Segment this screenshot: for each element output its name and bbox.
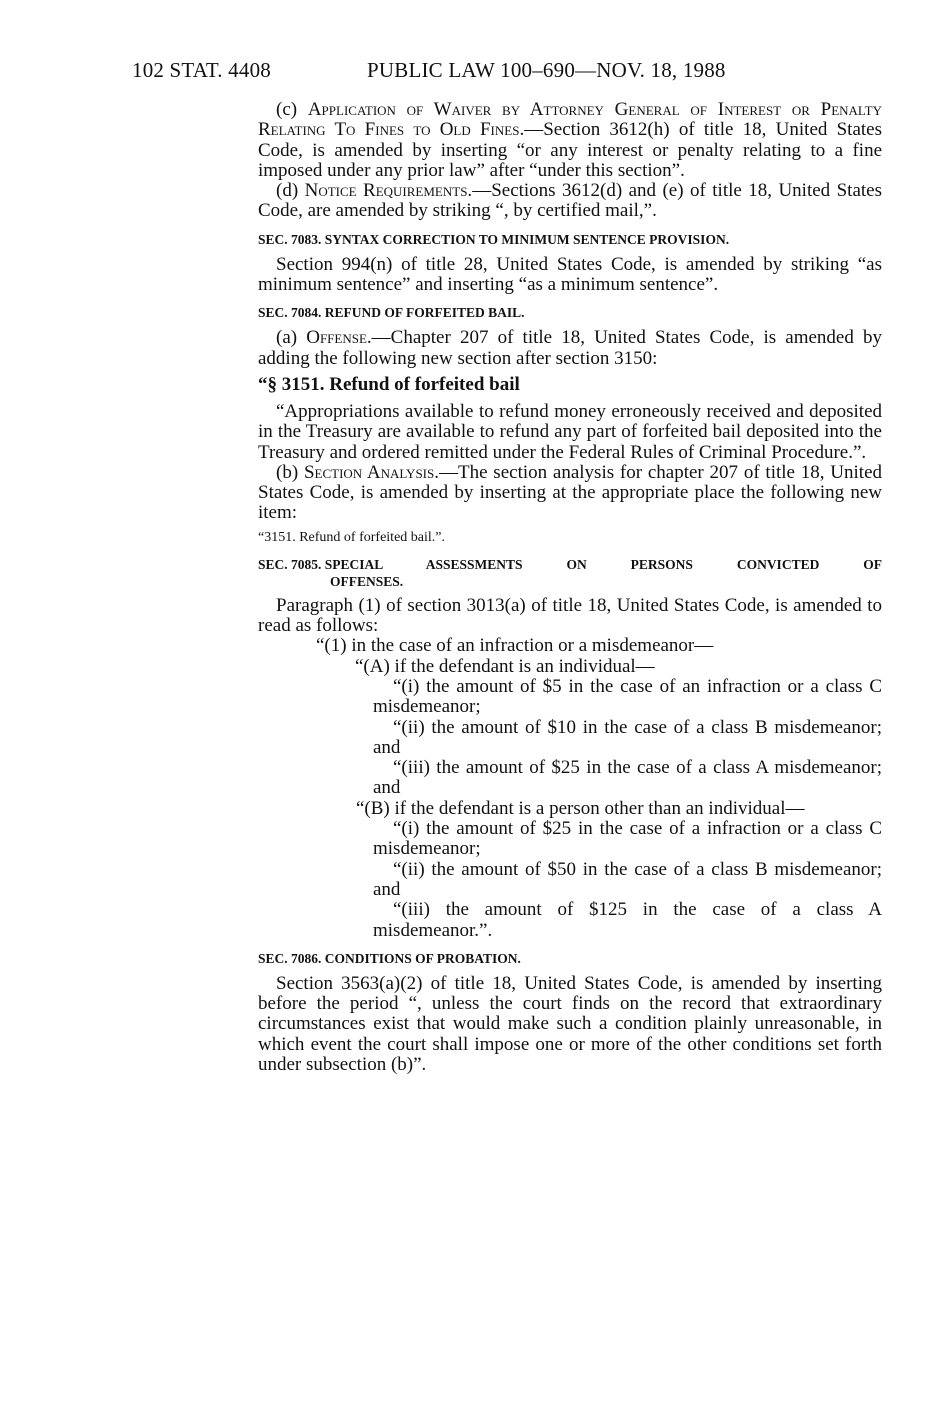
subsection-d — [258, 181, 882, 222]
clause-B-iii: “(iii) the amount of $125 in the case of a class A misdemeanor.”. — [373, 899, 882, 941]
subsection-b-label: (b) — [276, 461, 304, 483]
subsection-b-heading: Section Analysis. — [303, 461, 439, 483]
analysis-item: “3151. Refund of forfeited bail.”. — [258, 529, 445, 545]
section-7083-heading: SEC. 7083. SYNTAX CORRECTION TO MINIMUM SENTENCE PROVISION. — [258, 231, 730, 247]
section-7086-text: Section 3563(a)(2) of title 18, United States Code, is amended by inserting before the period “, unless the court finds on the record that extraordinary circumstances exist that would make such a condition plainly unreasonable, in which event the court shall impose one or more of the other conditions set forth under subsection (b)”. — [258, 972, 882, 1075]
subsection-c-label: (c) — [276, 99, 308, 120]
section-7085-title: SPECIAL ASSESSMENTS ON PERSONS CONVICTED OF — [324, 556, 882, 572]
subparagraph-B: “(B) if the defendant is a person other than an individual— — [356, 797, 805, 819]
section-7086-heading: SEC. 7086. CONDITIONS OF PROBATION. — [258, 950, 521, 966]
subsection-d-heading: Notice Requirements. — [304, 180, 473, 202]
document-body — [258, 100, 882, 1075]
subsection-c-text: —Section 3612(h) of title 18, United States Code, is amended by inserting “or any interest or penalty relating to a fine imposed under any prior law” after “under this section”. — [258, 119, 882, 181]
subsection-d-text: —Sections 3612(d) and (e) of title 18, United States Code, are amended by striking “, by certified mail,”. — [258, 180, 882, 222]
subsection-a-heading: Offense. — [306, 327, 372, 349]
section-7083-text: Section 994(n) of title 28, United States Code, is amended by striking “as minimum sentence” and inserting “as a minimum sentence”. — [258, 253, 882, 296]
clause-A-i: “(i) the amount of $5 in the case of an infraction or a class C misdemeanor; — [373, 675, 882, 718]
section-7085-title-continued: OFFENSES. — [330, 573, 404, 589]
new-section-3151-text: “Appropriations available to refund money erroneously received and deposited in the Treasury are available to refund any part of forfeited bail deposited into the Treasury and ordered remitted under the Federal Rules of Criminal Procedure.”. — [258, 400, 882, 463]
clause-B-ii: “(ii) the amount of $50 in the case of a class B misdemeanor; and — [373, 858, 882, 900]
subsection-d-label: (d) — [276, 180, 305, 202]
section-7085-intro: Paragraph (1) of section 3013(a) of title 18, United States Code, is amended to read as follows: — [258, 594, 882, 637]
section-7084-subsection-b — [258, 463, 882, 524]
page-stat-citation: 102 STAT. 4408 — [132, 58, 271, 82]
paragraph-1: “(1) in the case of an infraction or a misdemeanor— — [316, 635, 714, 657]
section-7085-heading — [258, 556, 882, 573]
clause-B-i: “(i) the amount of $25 in the case of a infraction or a class C misdemeanor; — [373, 818, 882, 860]
subsection-c — [258, 100, 882, 181]
subsection-a-label: (a) — [276, 327, 307, 349]
page-running-head: PUBLIC LAW 100–690—NOV. 18, 1988 — [367, 58, 726, 82]
new-section-3151-heading: “§ 3151. Refund of forfeited bail — [258, 373, 520, 395]
subsection-a-text: —Chapter 207 of title 18, United States Code, is amended by adding the following new section after section 3150: — [258, 327, 882, 369]
subsection-c-heading: Application of Waiver by Attorney General of Interest or Penalty Relating To Fines to Old Fines. — [258, 99, 883, 141]
subsection-b-text: —The section analysis for chapter 207 of title 18, United States Code, is amended by inserting at the appropriate place the following new item: — [258, 461, 883, 524]
clause-A-iii: “(iii) the amount of $25 in the case of a class A misdemeanor; and — [373, 757, 882, 799]
section-7085-number: SEC. 7085. — [258, 556, 325, 572]
section-7084-heading: SEC. 7084. REFUND OF FORFEITED BAIL. — [258, 305, 525, 321]
section-7084-subsection-a — [258, 328, 882, 369]
clause-A-ii: “(ii) the amount of $10 in the case of a class B misdemeanor; and — [373, 716, 882, 758]
subparagraph-A: “(A) if the defendant is an individual— — [355, 655, 655, 677]
